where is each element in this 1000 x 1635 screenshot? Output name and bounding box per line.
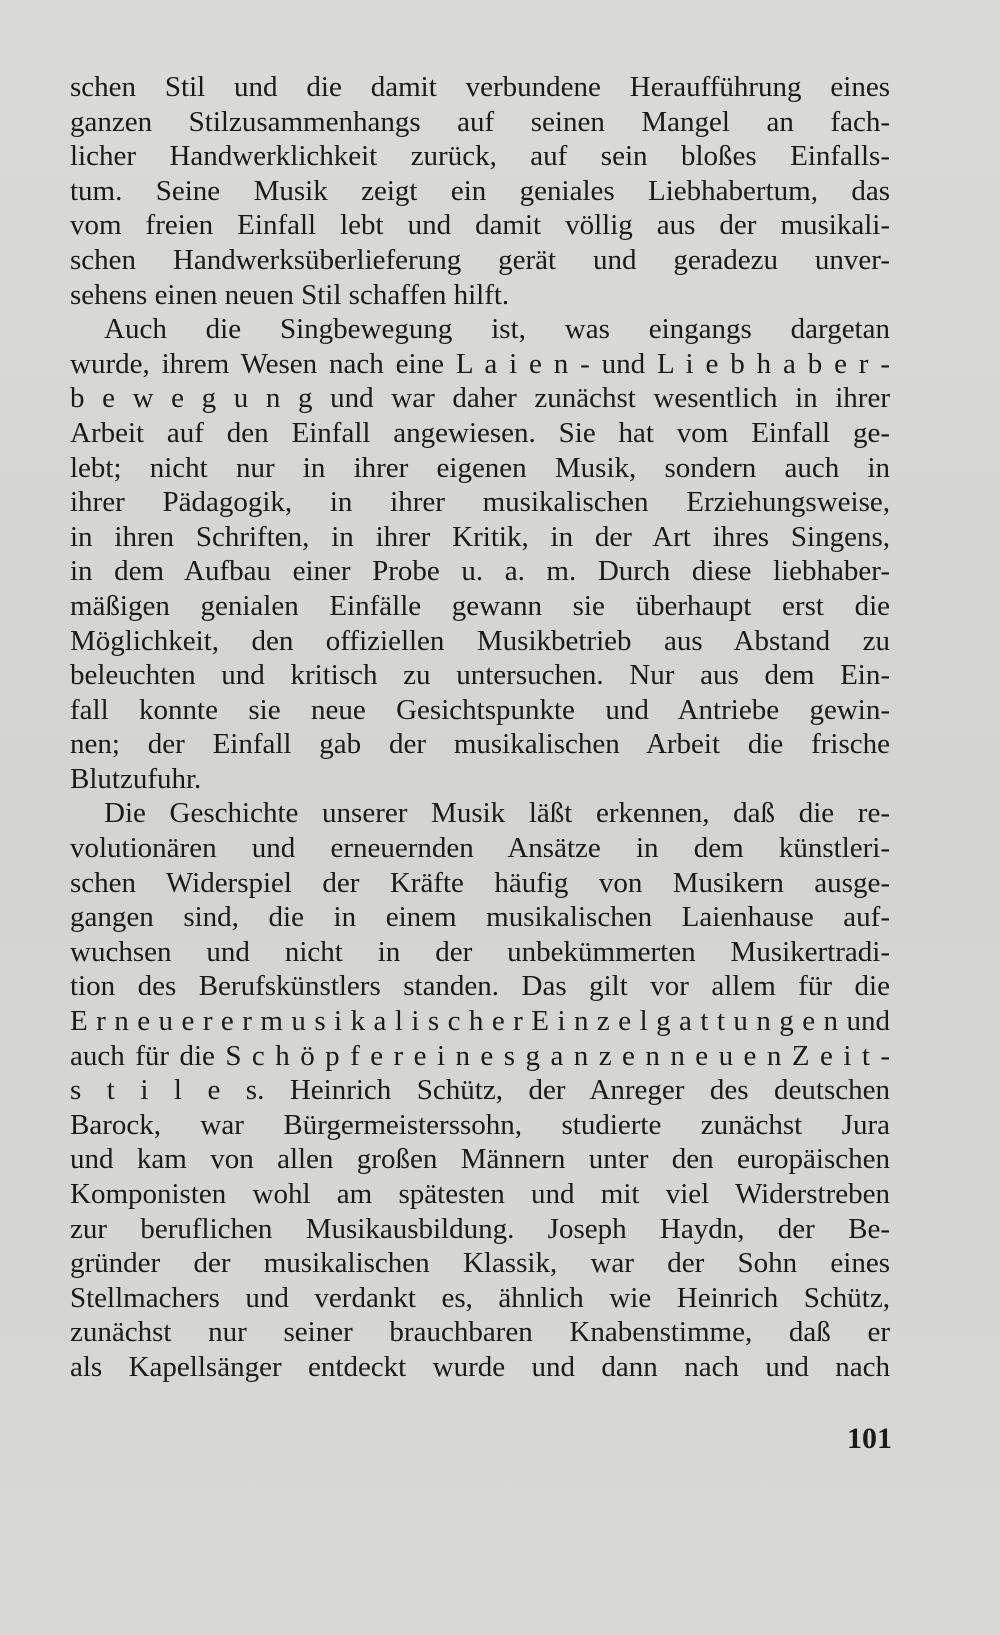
text-line: gründer der musikalischen Klassik, war der Sohn eines <box>70 1247 890 1280</box>
text-line: gangen sind, die in einem musikalischen Laienhause auf- <box>70 901 890 934</box>
body-text <box>70 70 890 1385</box>
text-line: Die Geschichte unserer Musik läßt erkennen, daß die re- <box>104 797 890 830</box>
text-line: beleuchten und kritisch zu untersuchen. Nur aus dem Ein- <box>70 659 890 692</box>
text-line: E r n e u e r e r m u s i k a l i s c h e r E i n z e l g a t t u n g e n und <box>70 1005 890 1038</box>
text-line: Auch die Singbewegung ist, was eingangs dargetan <box>104 313 890 346</box>
text-line: Arbeit auf den Einfall angewiesen. Sie hat vom Einfall ge- <box>70 416 890 449</box>
text-line: fall konnte sie neue Gesichtspunkte und Antriebe gewin- <box>70 693 890 726</box>
text-line: in dem Aufbau einer Probe u. a. m. Durch diese liebhaber- <box>70 555 890 588</box>
text-line: lebt; nicht nur in ihrer eigenen Musik, sondern auch in <box>70 451 890 484</box>
text-line: Möglichkeit, den offiziellen Musikbetrieb aus Abstand zu <box>70 624 890 657</box>
text-line: schen Stil und die damit verbundene Heraufführung eines <box>70 71 890 103</box>
text-line: zunächst nur seiner brauchbaren Knabenstimme, daß er <box>70 1316 890 1349</box>
text-line: tum. Seine Musik zeigt ein geniales Liebhabertum, das <box>70 174 890 207</box>
text-line: auch für die S c h ö p f e r e i n e s g a n z e n n e u e n Z e i t - <box>70 1039 890 1072</box>
text-line: Komponisten wohl am spätesten und mit viel Widerstreben <box>70 1178 890 1210</box>
text-line: ihrer Pädagogik, in ihrer musikalischen Erziehungsweise, <box>70 486 890 519</box>
text-line: zur beruflichen Musikausbildung. Joseph Haydn, der Be- <box>70 1212 890 1245</box>
text-line: als Kapellsänger entdeckt wurde und dann nach und nach <box>70 1350 890 1383</box>
text-line: schen Handwerksüberlieferung gerät und geradezu unver- <box>70 243 890 276</box>
text-line: vom freien Einfall lebt und damit völlig aus der musikali- <box>70 209 890 242</box>
text-line: Stellmachers und verdankt es, ähnlich wie Heinrich Schütz, <box>70 1281 890 1314</box>
text-line: Blutzufuhr. <box>70 762 202 795</box>
text-line: volutionären und erneuernden Ansätze in dem künstleri- <box>70 832 890 865</box>
page-number: 101 <box>847 1422 892 1455</box>
text-line: schen Widerspiel der Kräfte häufig von Musikern ausge- <box>70 866 890 899</box>
text-line: und kam von allen großen Männern unter den europäischen <box>70 1143 890 1176</box>
text-line: nen; der Einfall gab der musikalischen Arbeit die frische <box>70 728 890 761</box>
text-line: wuchsen und nicht in der unbekümmerten Musikertradi- <box>70 935 890 968</box>
text-line: Barock, war Bürgermeisterssohn, studierte zunächst Jura <box>70 1108 890 1141</box>
text-line: s t i l e s. Heinrich Schütz, der Anreger des deutschen <box>70 1074 890 1107</box>
text-line: b e w e g u n g und war daher zunächst wesentlich in ihrer <box>70 382 890 415</box>
text-line: licher Handwerklichkeit zurück, auf sein bloßes Einfalls- <box>70 140 890 173</box>
text-line: sehens einen neuen Stil schaffen hilft. <box>70 278 510 311</box>
text-line: in ihren Schriften, in ihrer Kritik, in der Art ihres Singens, <box>70 520 890 553</box>
text-line: tion des Berufskünstlers standen. Das gilt vor allem für die <box>70 970 890 1003</box>
text-line: mäßigen genialen Einfälle gewann sie überhaupt erst die <box>70 589 890 622</box>
text-line: ganzen Stilzusammenhangs auf seinen Mangel an fach- <box>70 105 890 138</box>
text-line: wurde, ihrem Wesen nach eine L a i e n - und L i e b h a b e r - <box>70 347 890 380</box>
